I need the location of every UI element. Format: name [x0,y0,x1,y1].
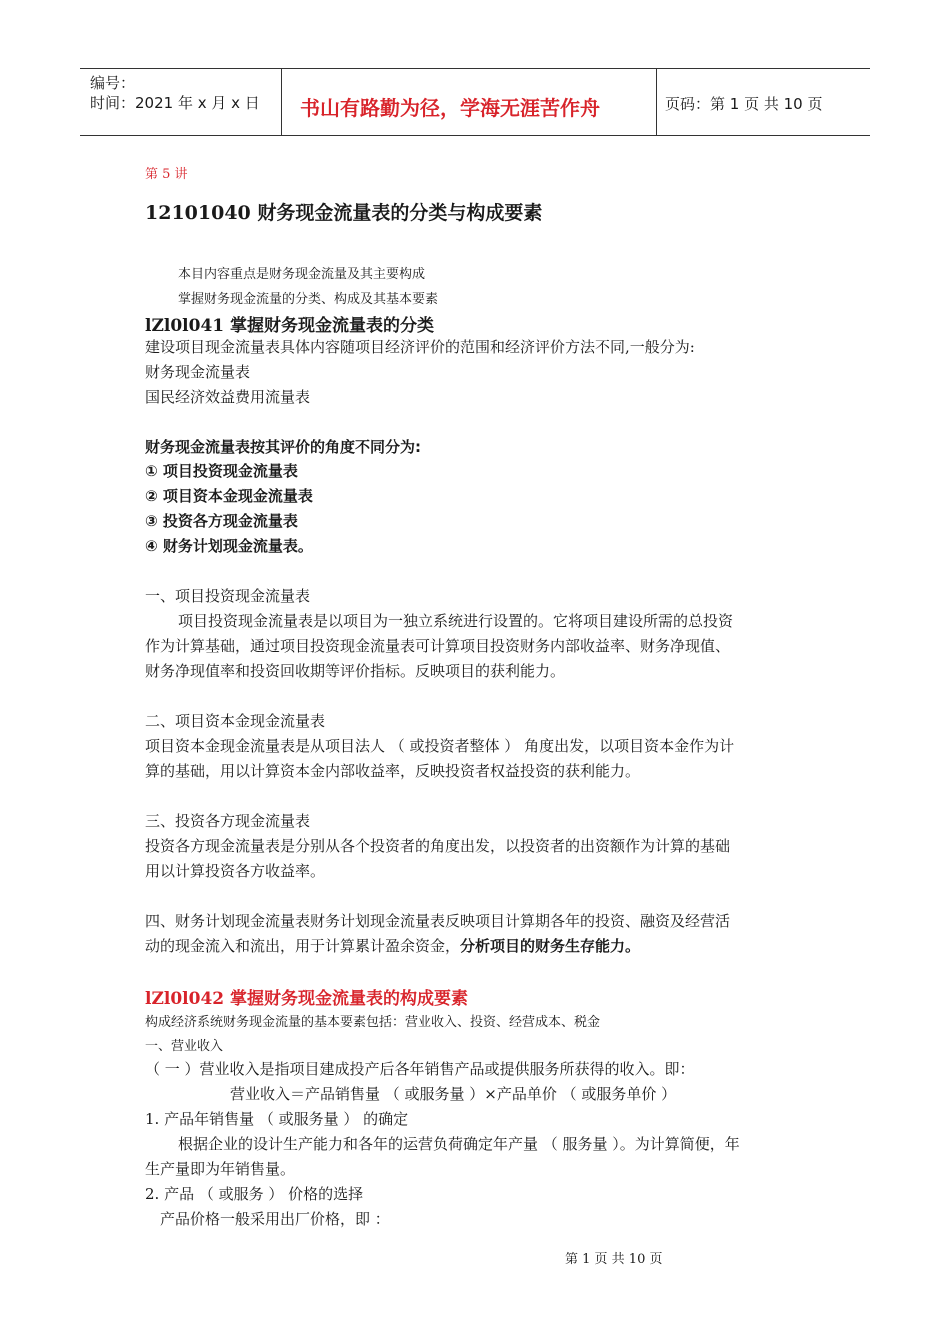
section-2-title: lZl0l042 掌握财务现金流量表的构成要素 [145,989,469,1009]
subsection-1-line: 项目投资现金流量表是以项目为一独立系统进行设置的。它将项目建设所需的总投资 [178,612,734,630]
header-divider-left [281,68,282,135]
subsection-2-line: 算的基础，用以计算资本金内部收益率，反映投资者权益投资的获利能力。 [145,762,641,780]
page-footer: 第 1 页 共 10 页 [565,1252,663,1267]
subsection-3-line: 投资各方现金流量表是分别从各个投资者的角度出发，以投资者的出资额作为计算的基础 [145,837,731,855]
subsection-1-line: 作为计算基础，通过项目投资现金流量表可计算项目投资财务内部收益率、财务净现值、 [145,637,731,655]
revenue-line: 2. 产品 （ 或服务 ） 价格的选择 [145,1185,364,1203]
subsection-3-line: 用以计算投资各方收益率。 [145,862,326,880]
list-item: ③ 投资各方现金流量表 [145,512,298,530]
header-divider-right [656,68,657,135]
lecture-label: 第 5 讲 [145,167,188,182]
intro-line-2: 掌握财务现金流量的分类、构成及其基本要素 [178,292,439,307]
subsection-4-line-2 [145,935,640,956]
subsection-heading-1: 一、项目投资现金流量表 [145,587,311,605]
subsection-1-line: 财务净现值率和投资回收期等评价指标。反映项目的获利能力。 [145,662,566,680]
header-page-code: 页码：第 1 页 共 10 页 [665,95,823,113]
revenue-line: 1. 产品年销售量 （ 或服务量 ） 的确定 [145,1110,409,1128]
subsection-heading-2: 二、项目资本金现金流量表 [145,712,326,730]
section-2-subtitle: 构成经济系统财务现金流量的基本要素包括：营业收入、投资、经营成本、税金 [145,1015,601,1030]
list-item: ② 项目资本金现金流量表 [145,487,313,505]
classification-intro: 财务现金流量表按其评价的角度不同分为: [145,438,422,456]
list-item: ④ 财务计划现金流量表。 [145,537,313,555]
subsection-2-line: 项目资本金现金流量表是从项目法人 （ 或投资者整体 ） 角度出发，以项目资本金作为计 [145,737,735,755]
revenue-heading: 一、营业收入 [145,1039,224,1054]
header-number-label: 编号： [90,74,136,92]
section-1-para-2: 财务现金流量表 [145,363,251,381]
subsection-4-line-1: 四、财务计划现金流量表财务计划现金流量表反映项目计算期各年的投资、融资及经营活 [145,912,731,930]
subsection-4-line-2-normal: 动的现金流入和流出，用于计算累计盈余资金， [145,937,461,955]
revenue-line: （ 一 ）营业收入是指项目建成投产后各年销售产品或提供服务所获得的收入。即： [145,1060,695,1078]
revenue-line: 根据企业的设计生产能力和各年的运营负荷确定年产量 （ 服务量 ）。为计算简便，年 [178,1135,740,1153]
header-top-rule [80,68,870,69]
header-time-label: 时间：2021 年 x 月 x 日 [90,94,260,112]
section-1-para-3: 国民经济效益费用流量表 [145,388,311,406]
section-1-para-1: 建设项目现金流量表具体内容随项目经济评价的范围和经济评价方法不同,一般分为: [145,338,695,356]
revenue-formula: 营业收入＝产品销售量 （ 或服务量 ）×产品单价 （ 或服务单价 ） [230,1085,677,1103]
subsection-heading-3: 三、投资各方现金流量表 [145,812,311,830]
header-bottom-rule [80,135,870,136]
main-title: 12101040 财务现金流量表的分类与构成要素 [145,202,543,224]
revenue-line: 产品价格一般采用出厂价格，即 ： [160,1210,390,1228]
subsection-4-line-2-bold: 分析项目的财务生存能力。 [460,937,641,955]
revenue-line: 生产量即为年销售量。 [145,1160,296,1178]
header-motto: 书山有路勤为径，学海无涯苦作舟 [300,96,600,120]
section-1-title: lZl0l041 掌握财务现金流量表的分类 [145,316,435,336]
list-item: ① 项目投资现金流量表 [145,462,298,480]
intro-line-1: 本目内容重点是财务现金流量及其主要构成 [178,267,426,282]
